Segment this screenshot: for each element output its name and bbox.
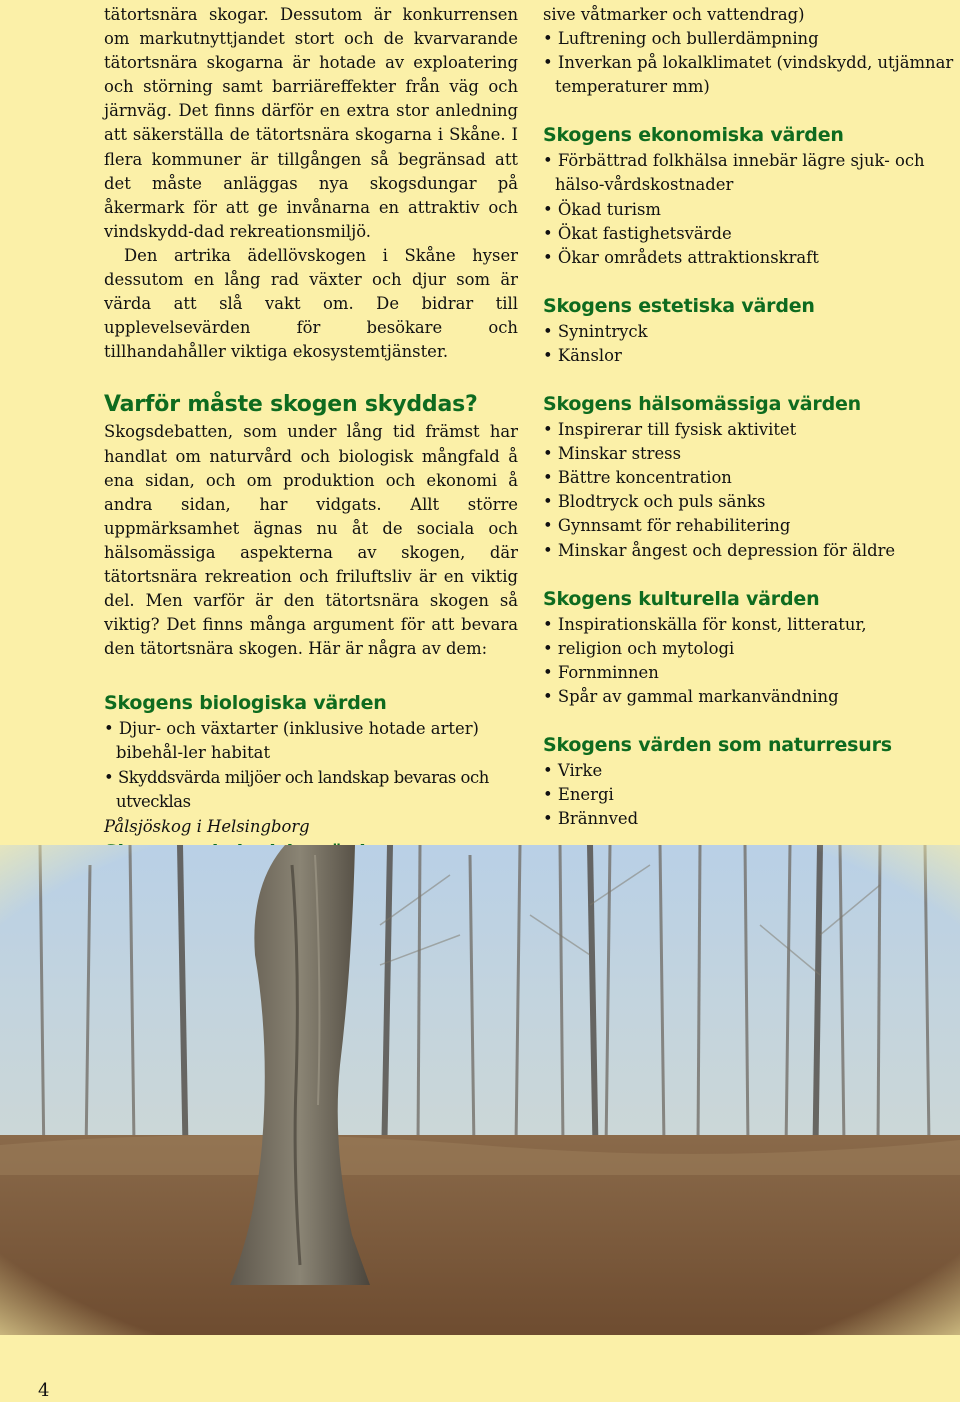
bullet-list — [543, 149, 957, 269]
bullet-list — [543, 418, 957, 563]
list-item: • Djur- och växtarter (inklusive hotade arter) bibehål-ler habitat — [104, 717, 518, 765]
list-item: • Energi — [543, 783, 957, 807]
list-item: • Ökar områdets attraktionskraft — [543, 246, 957, 270]
bullet-list — [543, 320, 957, 368]
page-number: 4 — [38, 1380, 50, 1401]
photo-caption: Pålsjöskog i Helsingborg — [104, 817, 310, 836]
section-heading: Skogens biologiska värden — [104, 692, 387, 715]
section-heading: Skogens kulturella värden — [543, 587, 820, 610]
list-item: • Inspirationskälla för konst, litteratur, — [543, 613, 957, 637]
list-item: • religion och mytologi — [543, 637, 957, 661]
list-item: • Minskar stress — [543, 442, 957, 466]
list-item: • Brännved — [543, 807, 957, 831]
list-item: • Inspirerar till fysisk aktivitet — [543, 418, 957, 442]
list-item: • Gynnsamt för rehabilitering — [543, 514, 957, 538]
list-item: • Känslor — [543, 344, 957, 368]
section-heading: Varför måste skogen skyddas? — [104, 392, 478, 418]
list-item: • Förbättrad folkhälsa innebär lägre sjuk- och hälso-vårdskostnader — [543, 149, 957, 197]
bullet-list — [104, 717, 518, 813]
list-item: • Virke — [543, 759, 957, 783]
list-item: • Blodtryck och puls sänks — [543, 490, 957, 514]
list-item: • Luftrening och bullerdämpning — [543, 27, 957, 51]
body-paragraph: tätortsnära skogar. Dessutom är konkurrensen om markutnyttjandet stort och de kvarvarande tätortsnära skogarna är hotade av exploatering och störning samt barriäreffekter från väg och järnväg. Det finns därför en extra stor anledning att säkerställa de tätortsnära skogarna i Skåne. I flera kommuner är tillgången så begränsad att det måste anläggas nya skogsdungar på åkermark för att ge invånarna en attraktiv och vindskydd-dad rekreationsmiljö. — [104, 5, 518, 241]
bullet-list — [543, 27, 957, 99]
right-column — [543, 0, 957, 831]
list-item: • Ökat fastighetsvärde — [543, 222, 957, 246]
list-item: • Synintryck — [543, 320, 957, 344]
section-heading: Skogens estetiska värden — [543, 294, 815, 317]
list-item: • Spår av gammal markanvändning — [543, 685, 957, 709]
list-item: • Skyddsvärda miljöer och landskap bevaras och utvecklas — [104, 766, 518, 814]
list-item: • Ökad turism — [543, 198, 957, 222]
list-item: • Fornminnen — [543, 661, 957, 685]
forest-photo — [0, 845, 960, 1335]
continued-text: sive våtmarker och vattendrag) — [543, 5, 805, 24]
list-item: • Inverkan på lokalklimatet (vindskydd, utjämnar temperaturer mm) — [543, 51, 957, 99]
bullet-list — [543, 613, 957, 709]
body-paragraph: Den artrika ädellövskogen i Skåne hyser dessutom en lång rad växter och djur som är värda att slå vakt om. De bidrar till upplevelsevärden för besökare och tillhandahåller viktiga ekosystemtjänster. — [104, 245, 518, 362]
section-heading: Skogens hälsomässiga värden — [543, 393, 861, 416]
section-heading: Skogens värden som naturresurs — [543, 733, 892, 756]
list-item: • Minskar ångest och depression för äldre — [543, 539, 957, 563]
body-paragraph: Skogsdebatten, som under lång tid främst har handlat om naturvård och biologisk mångfald å ena sidan, och om produktion och ekonomi å andra sidan, har vidgats. Allt större uppmärksamhet ägnas nu åt de sociala och hälsomässiga aspekterna av skogen, där tätortsnära rekreation och friluftsliv är en viktig del. Men varför är den tätortsnära skogen så viktig? Det finns många argument för att bevara den tätortsnära skogen. Här är några av dem: — [104, 422, 518, 659]
bullet-list — [543, 759, 957, 831]
list-item: • Bättre koncentration — [543, 466, 957, 490]
left-column — [104, 0, 518, 914]
section-heading: Skogens ekonomiska värden — [543, 124, 844, 147]
